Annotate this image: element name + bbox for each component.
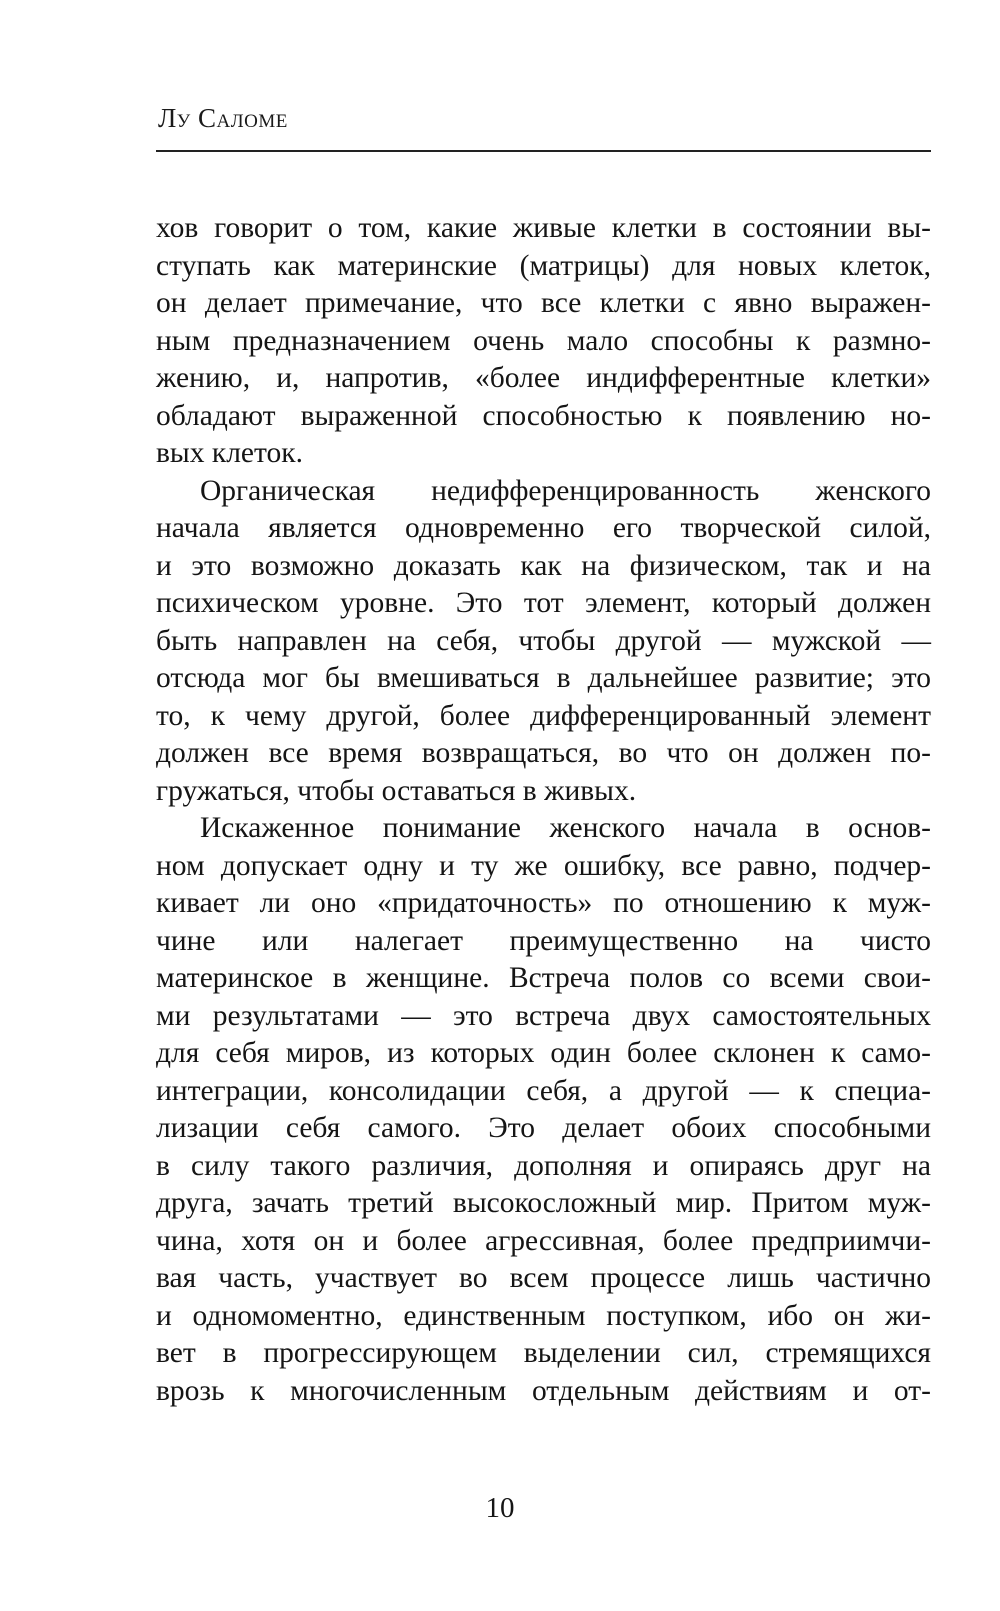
text-line: вых клеток. bbox=[156, 437, 303, 469]
text-line: начала является одновременно его творческой силой, bbox=[156, 512, 931, 544]
text-line: жению, и, напротив, «более индифферентные клетки» bbox=[156, 362, 931, 394]
text-line: ступать как материнские (матрицы) для новых клеток, bbox=[156, 249, 931, 282]
text-line: друга, зачать третий высокосложный мир. Притом муж- bbox=[156, 1187, 931, 1219]
text-line: гружаться, чтобы оставаться в живых. bbox=[156, 774, 637, 807]
running-head: Лу Саломе bbox=[158, 103, 288, 133]
text-line: отсюда мог бы вмешиваться в дальнейшее развитие; это bbox=[156, 662, 931, 694]
text-line: чине или налегает преимущественно на чисто bbox=[156, 924, 931, 957]
text-line: ном допускает одну и ту же ошибку, все равно, подчер- bbox=[156, 849, 931, 882]
text-line: должен все время возвращаться, во что он должен по- bbox=[156, 737, 931, 769]
paragraph-first-line: Органическая недифференцированность женского bbox=[200, 474, 931, 507]
text-line: он делает примечание, что все клетки с явно выражен- bbox=[156, 287, 931, 319]
paragraph-first-line: Искаженное понимание женского начала в основ- bbox=[200, 812, 931, 844]
text-line: ным предназначением очень мало способны к размно- bbox=[156, 324, 931, 357]
text-line: вая часть, участвует во всем процессе лишь частично bbox=[156, 1262, 931, 1294]
text-line: материнское в женщине. Встреча полов со всеми свои- bbox=[156, 962, 931, 994]
body-text bbox=[156, 210, 931, 1410]
text-line: и это возможно доказать как на физическом, так и на bbox=[156, 549, 931, 582]
text-line: чина, хотя он и более агрессивная, более предприимчи- bbox=[156, 1224, 931, 1257]
text-line: обладают выраженной способностью к появлению но- bbox=[156, 399, 931, 432]
text-line: врозь к многочисленным отдельным действиям и от- bbox=[156, 1374, 931, 1407]
header-rule bbox=[156, 150, 931, 152]
text-line: для себя миров, из которых один более склонен к само- bbox=[156, 1037, 931, 1069]
text-line: то, к чему другой, более дифференцированный элемент bbox=[156, 699, 931, 732]
text-line: ми результатами — это встреча двух самостоятельных bbox=[156, 999, 931, 1032]
text-line: хов говорит о том, какие живые клетки в состоянии вы- bbox=[156, 212, 931, 244]
text-line: в силу такого различия, дополняя и опираясь друг на bbox=[156, 1149, 931, 1182]
text-line: быть направлен на себя, чтобы другой — мужской — bbox=[156, 624, 931, 657]
text-line: и одномоментно, единственным поступком, ибо он жи- bbox=[156, 1299, 931, 1332]
text-line: лизации себя самого. Это делает обоих способными bbox=[156, 1112, 931, 1144]
text-line: психическом уровне. Это тот элемент, который должен bbox=[156, 587, 931, 619]
page-number: 10 bbox=[485, 1492, 515, 1524]
text-line: кивает ли оно «придаточность» по отношению к муж- bbox=[156, 887, 931, 919]
text-line: вет в прогрессирующем выделении сил, стремящихся bbox=[156, 1337, 931, 1369]
text-line: интеграции, консолидации себя, а другой — к специа- bbox=[156, 1074, 931, 1107]
